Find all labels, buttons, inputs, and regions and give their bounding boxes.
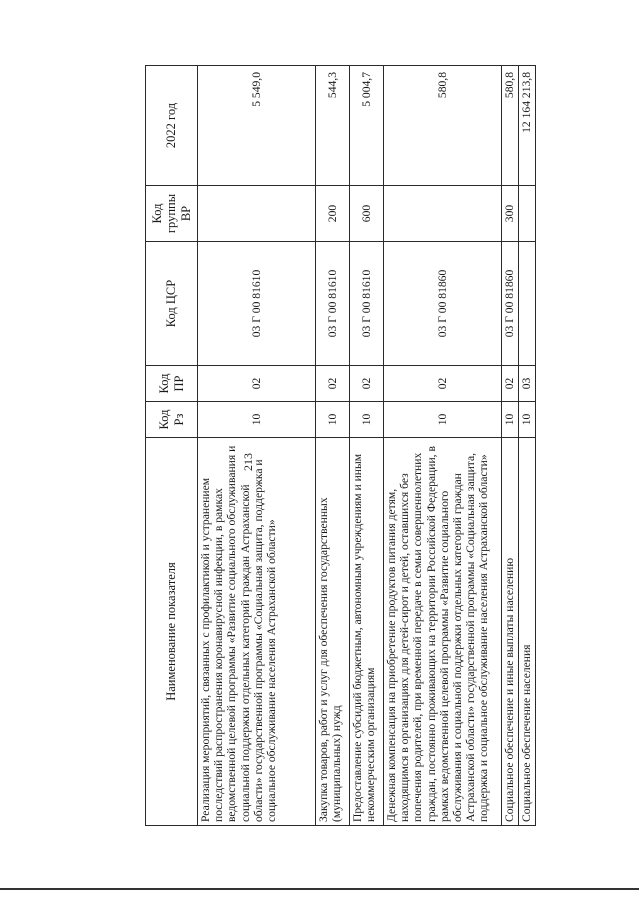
row-name: Денежная компенсация на приобретение продуктов питания детям, находящимся в организациях для детей-сирот и детей, оставшихся без попечения родителей, при временной передаче в семьи совершеннолетних граждан, постоянно проживающих на территории Российской Федерации, в рамках ведомственной целевой программы «Развитие социального обслуживания и социальной поддержки отдельных категорий граждан Астраханской области» государственной программы «Социальная защита, поддержка и социальное обслуживание населения Астраханской области» <box>384 438 502 826</box>
row-vr: 200 <box>316 186 350 242</box>
row-csr: 03 Г 00 81860 <box>502 242 519 366</box>
row-pr: 02 <box>198 366 316 402</box>
row-rz: 10 <box>384 402 502 438</box>
table-header-row <box>146 66 198 826</box>
table-row <box>502 66 519 826</box>
row-pr: 02 <box>502 366 519 402</box>
row-amount: 544,3 <box>316 66 350 186</box>
table-row <box>198 66 316 826</box>
row-name: Предоставление субсидий бюджетным, автономным учреждениям и иным некоммерческим организациям <box>350 438 384 826</box>
row-csr: 03 Г 00 81610 <box>350 242 384 366</box>
row-amount: 580,8 <box>502 66 519 186</box>
header-code-csr: Код ЦСР <box>146 242 198 366</box>
row-csr <box>519 242 536 366</box>
row-rz: 10 <box>350 402 384 438</box>
row-csr: 03 Г 00 81610 <box>316 242 350 366</box>
row-csr: 03 Г 00 81610 <box>198 242 316 366</box>
row-name: Социальное обеспечение населения <box>519 438 536 826</box>
table-row <box>384 66 502 826</box>
row-name: Реализация мероприятий, связанных с профилактикой и устранением последствий распространения коронавирусной инфекции, в рамках ведомственной целевой программы «Развитие социального обслуживания и социальной поддержки отдельных категорий граждан Астраханской области» государственной программы «Социальная защита, поддержка и социальное обслуживание населения Астраханской области» <box>198 438 316 826</box>
row-pr: 03 <box>519 366 536 402</box>
row-pr: 02 <box>384 366 502 402</box>
table-row <box>316 66 350 826</box>
page-number: 213 <box>240 453 255 471</box>
header-code-vr: Код группы ВР <box>146 186 198 242</box>
row-name: Социальное обеспечение и иные выплаты населению <box>502 438 519 826</box>
table-row <box>350 66 384 826</box>
row-amount: 5 549,0 <box>198 66 316 186</box>
row-vr: 600 <box>350 186 384 242</box>
row-vr <box>198 186 316 242</box>
row-pr: 02 <box>316 366 350 402</box>
header-indicator-name: Наименование показателя <box>146 438 198 826</box>
row-vr: 300 <box>502 186 519 242</box>
row-name: Закупка товаров, работ и услуг для обеспечения государственных (муниципальных) нужд <box>316 438 350 826</box>
row-vr <box>519 186 536 242</box>
row-amount: 580,8 <box>384 66 502 186</box>
row-rz: 10 <box>316 402 350 438</box>
page-bottom-rule <box>0 888 639 890</box>
header-code-rz: Код Рз <box>146 402 198 438</box>
header-code-pr: Код ПР <box>146 366 198 402</box>
header-year-2022: 2022 год <box>146 66 198 186</box>
row-amount: 5 004,7 <box>350 66 384 186</box>
row-pr: 02 <box>350 366 384 402</box>
row-vr <box>384 186 502 242</box>
row-csr: 03 Г 00 81860 <box>384 242 502 366</box>
row-rz: 10 <box>502 402 519 438</box>
row-amount: 12 164 213,8 <box>519 66 536 186</box>
row-rz: 10 <box>198 402 316 438</box>
row-rz: 10 <box>519 402 536 438</box>
budget-table <box>145 65 536 826</box>
budget-table-rotated <box>145 66 534 826</box>
table-row <box>519 66 536 826</box>
